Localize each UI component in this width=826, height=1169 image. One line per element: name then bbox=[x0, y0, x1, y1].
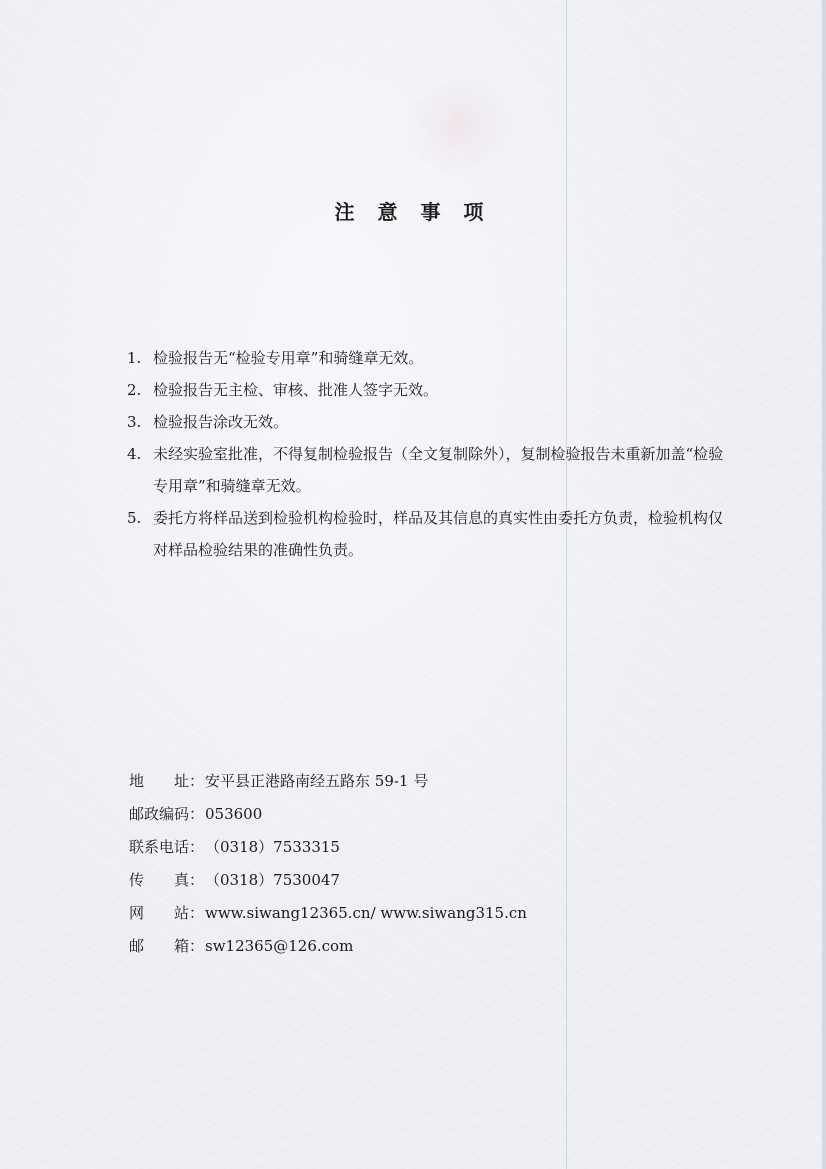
note-text: 检验报告无主检、审核、批准人签字无效。 bbox=[153, 381, 439, 399]
page-title: 注 意 事 项 bbox=[334, 200, 492, 224]
email-row bbox=[129, 930, 689, 963]
note-text: 检验报告涂改无效。 bbox=[153, 413, 289, 431]
email-label: 邮 箱： bbox=[129, 937, 205, 955]
address-row bbox=[129, 765, 689, 798]
phone-row bbox=[129, 831, 689, 864]
website-label: 网 站： bbox=[129, 904, 205, 922]
list-item bbox=[127, 342, 727, 374]
notes-list bbox=[127, 342, 727, 566]
note-number: 5. bbox=[127, 509, 142, 527]
phone-value: （0318）7533315 bbox=[205, 838, 340, 856]
list-item bbox=[127, 406, 727, 438]
fax-value: （0318）7530047 bbox=[205, 871, 340, 889]
list-item bbox=[127, 438, 727, 502]
note-number: 2. bbox=[127, 381, 142, 399]
note-number: 3. bbox=[127, 413, 142, 431]
postcode-row bbox=[129, 798, 689, 831]
fax-row bbox=[129, 864, 689, 897]
note-text: 检验报告无“检验专用章”和骑缝章无效。 bbox=[153, 349, 424, 367]
fax-label: 传 真： bbox=[129, 871, 205, 889]
address-label: 地 址： bbox=[129, 772, 205, 790]
note-number: 4. bbox=[127, 445, 142, 463]
note-number: 1. bbox=[127, 349, 142, 367]
paper-edge bbox=[822, 0, 826, 1169]
email-value: sw12365@126.com bbox=[205, 937, 354, 955]
address-value: 安平县正港路南经五路东 59-1 号 bbox=[205, 772, 429, 790]
fold-line bbox=[566, 0, 567, 1169]
website-row bbox=[129, 897, 689, 930]
note-text: 未经实验室批准，不得复制检验报告（全文复制除外），复制检验报告未重新加盖“检验专用章”和骑缝章无效。 bbox=[153, 445, 724, 495]
list-item bbox=[127, 502, 727, 566]
note-text: 委托方将样品送到检验机构检验时，样品及其信息的真实性由委托方负责，检验机构仅对样品检验结果的准确性负责。 bbox=[153, 509, 724, 559]
list-item bbox=[127, 374, 727, 406]
website-value: www.siwang12365.cn/ www.siwang315.cn bbox=[205, 904, 527, 922]
postcode-label: 邮政编码： bbox=[129, 805, 205, 823]
contact-info bbox=[129, 765, 689, 963]
faint-stamp-mark bbox=[405, 70, 515, 180]
phone-label: 联系电话： bbox=[129, 838, 205, 856]
postcode-value: 053600 bbox=[205, 805, 263, 823]
